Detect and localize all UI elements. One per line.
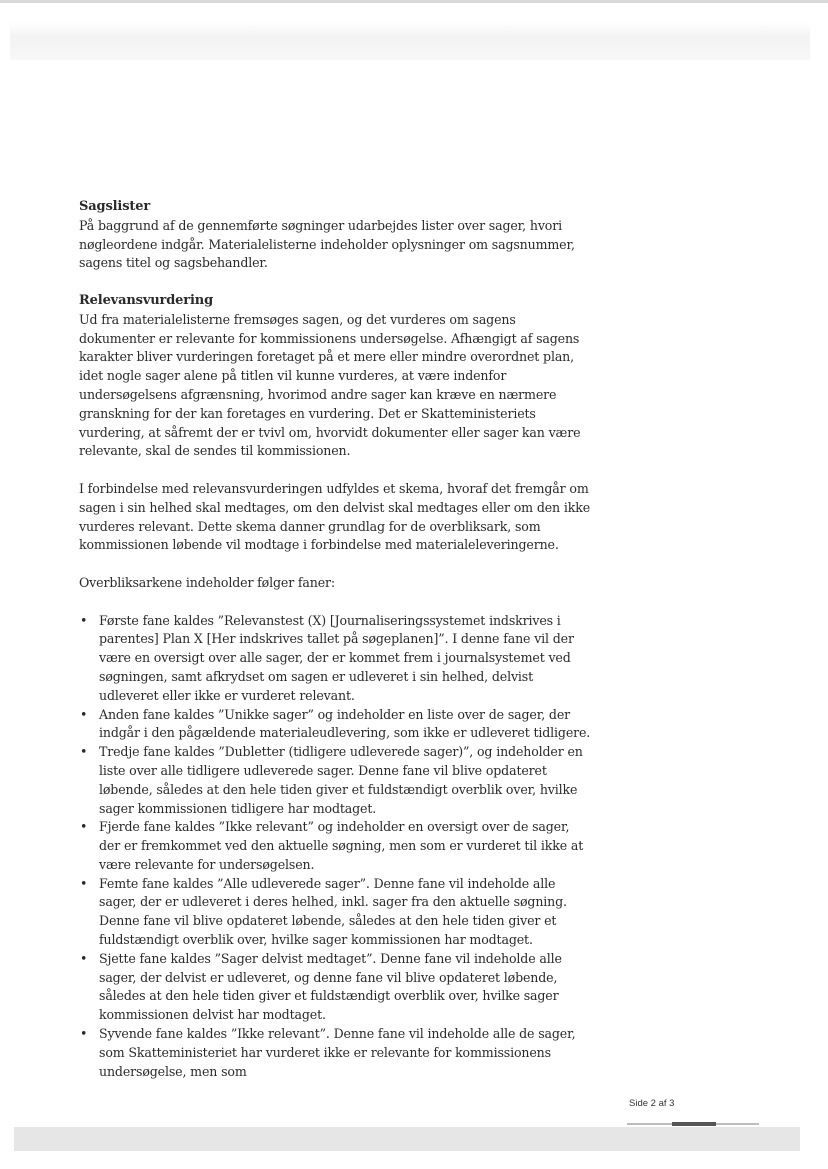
list-item bbox=[79, 950, 594, 1025]
list-item bbox=[79, 875, 594, 950]
list-item bbox=[79, 818, 594, 874]
scan-shadow-top bbox=[10, 22, 810, 60]
document-body bbox=[79, 198, 594, 1081]
bullet-icon: • bbox=[80, 1026, 88, 1042]
list-item bbox=[79, 743, 594, 818]
heading-sagslister: Sagslister bbox=[79, 199, 151, 214]
page-top-edge bbox=[0, 0, 828, 3]
list-item-text: Sjette fane kaldes ”Sager delvist medtaget”. Denne fane vil indeholde alle sager, der delvist er udleveret, og denne fane vil blive opdateret løbende, således at den hele tiden giver et fuldstændigt overblik over, hvilke sager kommissionen delvist har modtaget. bbox=[99, 950, 562, 1023]
footer-rule-accent bbox=[672, 1122, 716, 1126]
list-item-text: Tredje fane kaldes ”Dubletter (tidligere udleverede sager)”, og indeholder en liste over alle tidligere udleverede sager. Denne fane vil blive opdateret løbende, således at den hele tiden giver et fuldstændigt overblik over, hvilke sager kommissionen tidligere har modtaget. bbox=[99, 744, 583, 816]
list-item-text: Femte fane kaldes ”Alle udleverede sager”. Denne fane vil indeholde alle sager, der er udleveret i deres helhed, inkl. sager fra den aktuelle søgning. Denne fane vil blive opdateret løbende, således at den hele tiden giver et fuldstændigt overblik over, hvilke sager kommissionen har modtaget. bbox=[99, 875, 567, 948]
list-item bbox=[79, 706, 594, 744]
bullet-icon: • bbox=[80, 950, 88, 966]
bullet-icon: • bbox=[80, 819, 88, 835]
bullet-icon: • bbox=[80, 875, 88, 891]
paragraph-relevans-2: I forbindelse med relevansvurderingen udfyldes et skema, hvoraf det fremgår om sagen i sin helhed skal medtages, om den delvist skal medtages eller om den ikke vurderes relevant. Dette skema danner grundlag for de overbliksark, som kommissionen løbende vil modtage i forbindelse med materialeleveringerne. bbox=[79, 480, 590, 553]
list-item bbox=[79, 1025, 594, 1081]
paragraph-overbliksark-intro: Overbliksarkene indeholder følger faner: bbox=[79, 574, 336, 590]
faner-list bbox=[79, 612, 594, 1082]
paragraph-relevans-1: Ud fra materialelisterne fremsøges sagen, og det vurderes om sagens dokumenter er relevante for kommissionens undersøgelse. Afhængigt af sagens karakter bliver vurderingen foretaget på et mere eller mindre overordnet plan, idet nogle sager alene på titlen vil kunne vurderes, at være indenfor undersøgelsens afgrænsning, hvorimod andre sager kan kræve en nærmere granskning for der kan foretages en vurdering. Det er Skatteministeriets vurdering, at såfremt der er tvivl om, hvorvidt dokumenter eller sager kan være relevante, skal de sendes til kommissionen. bbox=[79, 311, 581, 459]
scan-shadow-bottom bbox=[14, 1127, 800, 1151]
bullet-icon: • bbox=[80, 706, 88, 722]
list-item bbox=[79, 612, 594, 706]
bullet-icon: • bbox=[80, 744, 88, 760]
list-item-text: Fjerde fane kaldes ”Ikke relevant” og indeholder en oversigt over de sager, der er fremkommet ved den aktuelle søgning, men som er vurderet til ikke at være relevante for undersøgelsen. bbox=[99, 819, 584, 872]
paragraph-sagslister: På baggrund af de gennemførte søgninger udarbejdes lister over sager, hvori nøgleordene indgår. Materialelisterne indeholder oplysninger om sagsnummer, sagens titel og sagsbehandler. bbox=[79, 217, 575, 271]
page-number: Side 2 af 3 bbox=[629, 1098, 675, 1109]
list-item-text: Syvende fane kaldes ”Ikke relevant”. Denne fane vil indeholde alle de sager, som Skatteministeriet har vurderet ikke er relevante for kommissionens undersøgelse, men som bbox=[99, 1026, 576, 1079]
list-item-text: Første fane kaldes ”Relevanstest (X) [Journaliseringssystemet indskrives i parentes] Plan X [Her indskrives tallet på søgeplanen]”. I denne fane vil der være en oversigt over alle sager, der er kommet frem i journalsystemet ved søgningen, samt afkrydset om sagen er udleveret i sin helhed, delvist udleveret eller ikke er vurderet relevant. bbox=[99, 612, 574, 703]
bullet-icon: • bbox=[80, 612, 88, 628]
heading-relevansvurdering: Relevansvurdering bbox=[79, 292, 214, 308]
list-item-text: Anden fane kaldes ”Unikke sager” og indeholder en liste over de sager, der indgår i den pågældende materialeudlevering, som ikke er udleveret tidligere. bbox=[99, 706, 591, 741]
